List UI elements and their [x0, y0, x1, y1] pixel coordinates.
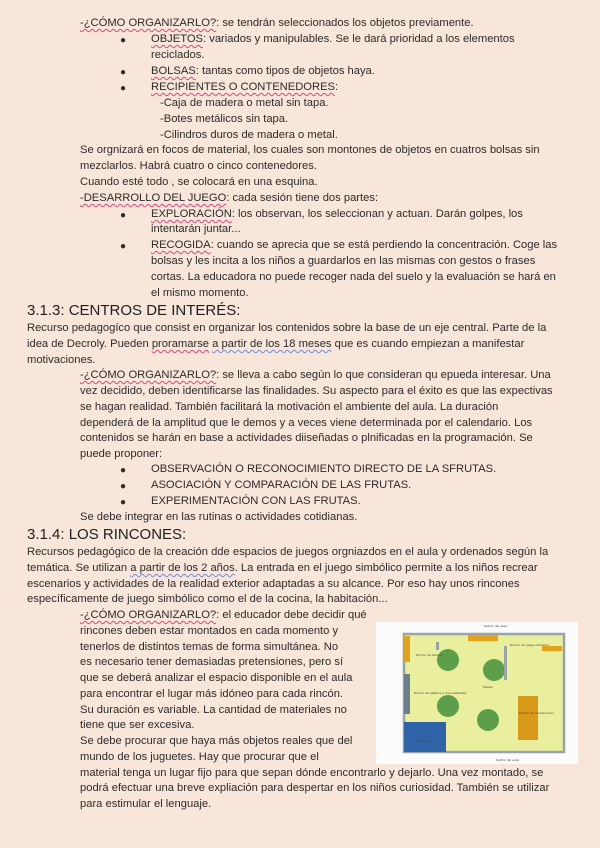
bullet-dot: ●: [120, 210, 127, 221]
recipiente-2: -Botes metálicos sin tapa.: [160, 113, 289, 125]
sec314-line-3: escenarios y actividades de la realidad exterior adaptadas a su alcance. Por eso hay unos rincones: [27, 578, 520, 590]
sec314-c6: para encontrar el lugar más idóneo para cada rincón.: [80, 688, 344, 700]
plan-table: [483, 659, 505, 681]
sec313-end: Se debe integrar en las rutinas o actividades cotidianas.: [80, 511, 358, 523]
classroom-plan-figure: [376, 622, 578, 764]
bolsas-item: [151, 64, 375, 80]
sec314-c9: Se debe procurar que haya más objetos reales que del: [80, 735, 353, 747]
plan-entrada-label: Entrada: [418, 739, 430, 743]
recipientes-label: RECIPIENTES O CONTENEDORES: [151, 81, 335, 93]
sec313-how-3: se hagan realidad. También facilitará la motivación el ambiente del aula. La duración: [80, 401, 499, 413]
sec313-how-2: vez decidido, deben identificarse las finalidades. Su aspecto para el éxito es que las expectivas: [80, 385, 553, 397]
plan-carpet-blue: [404, 722, 446, 752]
intro-how-label: -¿CÓMO ORGANIZARLO?: [80, 17, 217, 29]
exploracion-text: : los observan, los seleccionan y actuan. Darán golpes, los: [231, 208, 523, 220]
sec313-bullet-2: ASOCIACIÓN Y COMPARACIÓN DE LAS FRUTAS.: [151, 479, 412, 491]
recogida-text-4: el mismo momento.: [151, 287, 249, 299]
bullet-dot: ●: [120, 67, 127, 78]
intro-how-text: : se tendrán seleccionados los objetos previamente.: [216, 17, 474, 29]
recogida-text: : cuando se aprecia que se está perdiendo la concentración. Coge las: [210, 239, 558, 251]
sec314-c8: tiene que ser excesiva.: [80, 719, 195, 731]
sec313-line-1: Recurso pedagogíco que consist en organizar los contenidos sobre la base de un eje central. Parte de la: [27, 322, 547, 334]
sec313-line-2d: a partir de los 18 meses: [212, 338, 332, 350]
bullet-dot: ●: [120, 465, 127, 476]
sec314-c10: mundo de los juguetes. Hay que procurar que el: [80, 751, 319, 763]
recogida-text-2: bolsas y les incita a los niños a guardarlos en las mismas con gestos o frases: [151, 255, 536, 267]
intro-paragraph-1: Se orgnizará en focos de material, los cuales son montones de objetos en cuatros bolsas sin: [80, 144, 540, 156]
sec314-c2: rincones deben estar montados en cada momento y: [80, 625, 339, 637]
sec313-bullet-3: EXPERIMENTACIÓN CON LAS FRUTAS.: [151, 495, 361, 507]
sec313-how-4: dependerá de la amplitud que le demos y a veces viene determinada por el calendario. Los: [80, 417, 533, 429]
plan-bench-orange: [468, 635, 498, 641]
plan-table: [477, 709, 499, 731]
plan-top-label: Sector del aseo: [484, 624, 508, 628]
sec313-line-2b: proramarse: [151, 338, 210, 350]
sec314-line-2a: temática. Se utilizan: [27, 562, 131, 574]
recipiente-3: -Cilindros duros de madera o metal.: [160, 129, 338, 141]
recogida-item: [151, 238, 557, 254]
bullet-dot: ●: [120, 241, 127, 252]
objetos-text-2: reciclados.: [151, 49, 205, 61]
sec314-how-text: : el educador debe decidir qué: [216, 609, 367, 621]
plan-lectura-label: Rincón de lectura: [416, 653, 443, 657]
sec313-line-2a: idea de Decroly. Pueden: [27, 338, 152, 350]
sec313-line-2: [27, 337, 524, 353]
exploracion-text-2: intentarán juntar...: [151, 223, 241, 235]
sec314-c3: tenerlos de distintos temas de forma simultánea. No: [80, 641, 339, 653]
plan-construction-shelf: [518, 696, 538, 740]
sec313-how-line: [80, 368, 551, 384]
recogida-label: RECOGIDA: [151, 239, 211, 251]
objetos-label: OBJETOS: [151, 33, 204, 45]
sec314-line-2c: . La entrada en el juego simbólico permite a los niños recrear: [234, 562, 538, 574]
intro-paragraph-2: mezclarlos. Habrá cuatro o cinco contenedores.: [80, 160, 317, 172]
plan-mesas-label: Mesas: [483, 685, 493, 689]
exploracion-item: [151, 207, 523, 223]
sec314-c5: que se deberá analizar el espacio disponible en el aula: [80, 672, 353, 684]
bolsas-label: BOLSAS: [151, 65, 196, 77]
plan-shelf-grey: [404, 674, 410, 714]
plan-bottom-label: Sector del aula: [496, 758, 519, 762]
sec313-bullet-1: OBSERVACIÓN O RECONOCIMIENTO DIRECTO DE LA SFRUTAS.: [151, 463, 497, 475]
plan-divider: [504, 646, 507, 680]
intro-how-line: [80, 16, 474, 32]
recipientes-text: :: [335, 81, 339, 93]
plan-shelf-orange: [404, 636, 410, 662]
plan-construccion-label: Rincón de construcción: [519, 711, 554, 715]
intro-paragraph-3: Cuando esté todo , se colocará en una esquina.: [80, 176, 318, 188]
desarrollo-line: [80, 191, 378, 207]
desarrollo-label: -DESARROLLO DEL JUEGO: [80, 192, 227, 204]
bullet-dot: ●: [120, 481, 127, 492]
exploracion-label: EXPLORACIÓN: [151, 208, 232, 220]
bullet-dot: ●: [120, 497, 127, 508]
sec314-line-2b: a partir de los 2 años: [130, 562, 235, 574]
plan-plastica-label: Rincón de plástica y manualidades: [414, 691, 467, 695]
sec314-c4: es necesario tener demasiadas pretensiones, pero sí: [80, 656, 344, 668]
sec313-how-5: contenidos se harán en base a actividades diiseñadas o plnificadas en la programación. Se: [80, 432, 533, 444]
sec313-line-3: motivaciones.: [27, 354, 96, 366]
sec314-how-label: -¿CÓMO ORGANIZARLO?: [80, 609, 217, 621]
sec313-how-6: puede proponer:: [80, 448, 163, 460]
sec314-c12: podrá efectuar una breve expliación para despertar en los niños curiosidad. También se utilizar: [80, 782, 550, 794]
objetos-item: [151, 32, 515, 48]
bullet-dot: ●: [120, 35, 127, 46]
sec314-c13: para estimular el lenguaje.: [80, 798, 212, 810]
desarrollo-text: : cada sesión tiene dos partes:: [226, 192, 379, 204]
plan-juego-label: Rincón de juego simbólico: [510, 643, 550, 647]
sec313-line-2e: que es cuando empiezan a manifestar: [331, 338, 525, 350]
sec314-c7: Su duración es variable. La cantidad de materiales no: [80, 704, 347, 716]
section-313-heading: 3.1.3: CENTROS DE INTERÉS:: [27, 302, 241, 319]
sec314-line-2: [27, 561, 538, 577]
sec313-how-text: : se lleva a cabo según lo que consideran qu epueda interesar. Una: [216, 369, 551, 381]
plan-divider: [436, 642, 439, 650]
sec314-line-4: específicamente de juego simbólico como el de la cocina, la habitación...: [27, 593, 388, 605]
recipientes-item: [151, 80, 338, 96]
bolsas-text: : tantas como tipos de objetos haya.: [195, 65, 375, 77]
section-314-heading: 3.1.4: LOS RINCONES:: [27, 526, 187, 543]
bullet-dot: ●: [120, 83, 127, 94]
recipiente-1: -Caja de madera o metal sin tapa.: [160, 97, 329, 109]
sec313-how-label: -¿CÓMO ORGANIZARLO?: [80, 369, 217, 381]
sec314-how-line: [80, 608, 367, 624]
sec314-c11: material tenga un lugar fijo para que sepan dónde encontrarlo y dejarlo. Una vez montado, se: [80, 767, 544, 779]
plan-table: [437, 695, 459, 717]
objetos-text: : variados y manipulables. Se le dará prioridad a los elementos: [203, 33, 515, 45]
recogida-text-3: cortas. La educadora no puede recoger nada del suelo y la evaluación se hará en: [151, 271, 556, 283]
classroom-plan-svg: [376, 622, 578, 764]
sec314-line-1: Recursos pedagógico de la creación dde espacios de juegos orgniazdos en el aula y ordenados según la: [27, 546, 549, 558]
